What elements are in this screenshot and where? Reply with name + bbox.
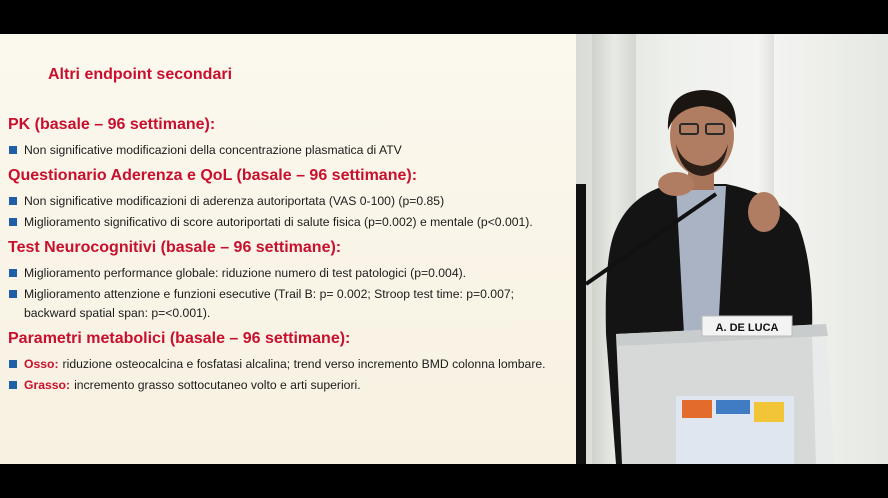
- bullet-square-icon: [9, 218, 17, 226]
- bullet-item: [8, 285, 566, 323]
- bullet-text: Miglioramento performance globale: riduzione numero di test patologici (p=0.004).: [24, 266, 467, 280]
- speaker-figure: [576, 34, 888, 464]
- section-pk: [8, 114, 566, 160]
- bullet-square-icon: [9, 290, 17, 298]
- speaker-hand-right: [748, 192, 780, 232]
- name-plate-text: A. DE LUCA: [715, 322, 779, 334]
- bullet-text: riduzione osteocalcina e fosfatasi alcalina; trend verso incremento BMD colonna lombare.: [62, 357, 546, 371]
- section-metabolic: [8, 328, 566, 395]
- bullet-text: Miglioramento significativo di score autoriportati di salute fisica (p=0.002) e mentale (p<0.001).: [24, 215, 533, 229]
- speaker-shirt: [676, 186, 726, 334]
- speaker-video: [576, 34, 888, 464]
- bullet-item: [8, 192, 566, 211]
- poster-shape: [716, 400, 750, 414]
- bullet-square-icon: [9, 381, 17, 389]
- bullet-item: [8, 376, 566, 395]
- bullet-text: Miglioramento attenzione e funzioni esecutive (Trail B: p= 0.002; Stroop test time: p=0.007; backward spatial span: p=<0.001).: [24, 287, 515, 320]
- bullet-item: [8, 213, 566, 232]
- bullet-text: Non significative modificazioni della concentrazione plasmatica di ATV: [24, 143, 402, 157]
- bullet-label: Grasso:: [24, 378, 71, 392]
- bullet-item: [8, 264, 566, 283]
- bullet-square-icon: [9, 269, 17, 277]
- presentation-slide: [0, 34, 576, 464]
- bullet-item: [8, 355, 566, 374]
- section-heading: Questionario Aderenza e QoL (basale – 96 settimane):: [8, 167, 418, 184]
- bullet-square-icon: [9, 146, 17, 154]
- poster-shape: [682, 400, 712, 418]
- section-heading: Test Neurocognitivi (basale – 96 settimane):: [8, 239, 342, 256]
- section-heading: Parametri metabolici (basale – 96 settimane):: [8, 330, 351, 347]
- section-adherence-qol: [8, 165, 566, 232]
- poster-shape: [754, 402, 784, 422]
- speaker-hand-left: [658, 172, 694, 196]
- slide-content: [8, 114, 566, 397]
- bullet-text: incremento grasso sottocutaneo volto e arti superiori.: [74, 378, 361, 392]
- section-neurocognitive: [8, 237, 566, 323]
- bullet-item: [8, 141, 566, 160]
- bullet-square-icon: [9, 360, 17, 368]
- bullet-square-icon: [9, 197, 17, 205]
- section-heading: PK (basale – 96 settimane):: [8, 116, 216, 133]
- bullet-label: Osso:: [24, 357, 59, 371]
- slide-title: Altri endpoint secondari: [48, 66, 233, 83]
- bullet-text: Non significative modificazioni di aderenza autoriportata (VAS 0-100) (p=0.85): [24, 194, 445, 208]
